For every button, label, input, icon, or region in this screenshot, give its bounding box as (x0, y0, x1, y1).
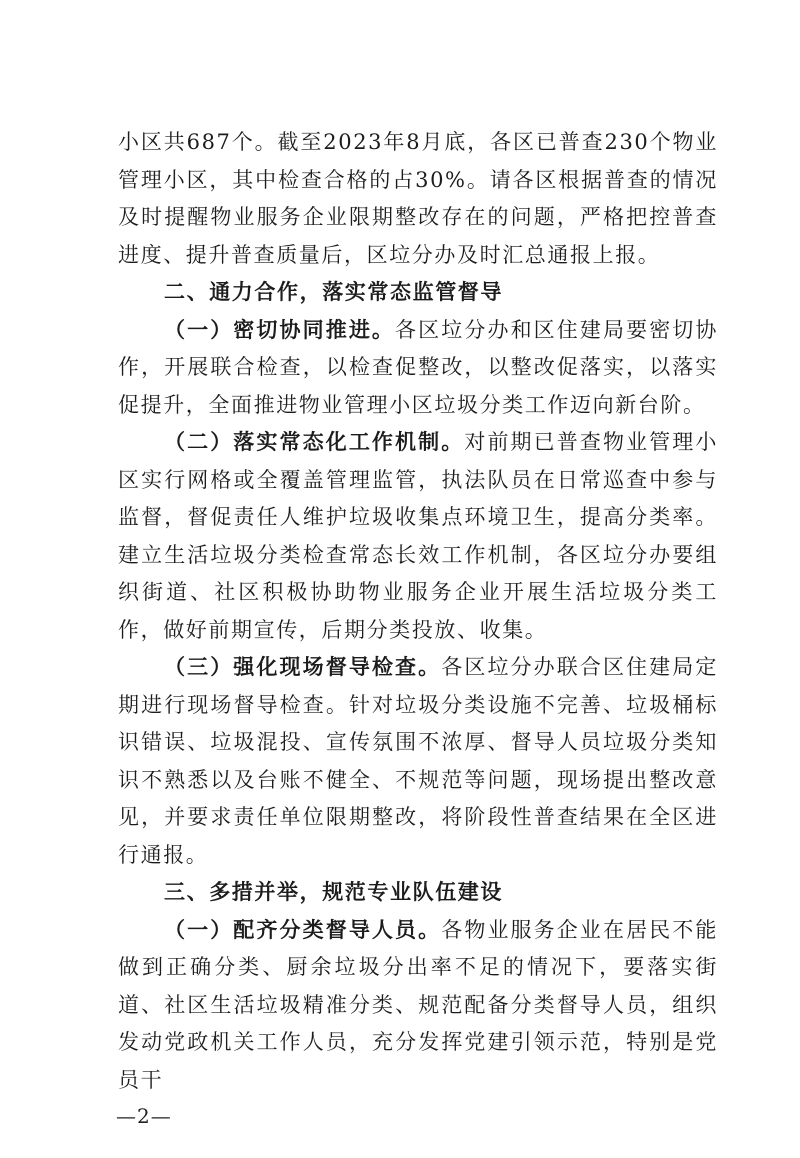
paragraph-lead: （三）强化现场督导检查。 (164, 655, 442, 679)
paragraph-coordination (118, 312, 718, 425)
paragraph-mechanism (118, 424, 718, 649)
paragraph-lead: （一）密切协同推进。 (164, 317, 396, 342)
paragraph-inspection (118, 649, 718, 874)
paragraph-text: 各区垃分办和区住建局要密切协作，开展联合检查，以检查促整改，以整改促落实，以落实促提升，全面推进物业管理小区垃圾分类工作迈向新台阶。 (118, 317, 718, 417)
paragraph-lead: （二）落实常态化工作机制。 (164, 430, 465, 454)
section-heading-3: 三、多措并举，规范专业队伍建设 (164, 880, 503, 904)
paragraph-staffing (118, 912, 718, 1100)
page-number: —2— (116, 1104, 172, 1128)
paragraph-continuation: 小区共687个。截至2023年8月底，各区已普查230个物业管理小区，其中检查合格的占30%。请各区根据普查的情况及时提醒物业服务企业限期整改存在的问题，严格把控普查进度、提升普查质量后，区垃分办及时汇总通报上报。 (118, 130, 718, 267)
paragraph-lead: （一）配齐分类督导人员。 (164, 917, 442, 942)
section-heading-2: 二、通力合作，落实常态监管督导 (164, 280, 503, 304)
paragraph-text: 各物业服务企业在居民不能做到正确分类、厨余垃圾分出率不足的情况下，要落实街道、社区生活垃圾精准分类、规范配备分类督导人员，组织发动党政机关工作人员，充分发挥党建引领示范，特别是党员干 (118, 917, 718, 1092)
paragraph-text: 对前期已普查物业管理小区实行网格或全覆盖管理监管，执法队员在日常巡查中参与监督，督促责任人维护垃圾收集点环境卫生，提高分类率。建立生活垃圾分类检查常态长效工作机制，各区垃分办要组织街道、社区积极协助物业服务企业开展生活垃圾分类工作，做好前期宣传，后期分类投放、收集。 (118, 430, 718, 642)
document-body (118, 124, 718, 1099)
paragraph-text: 各区垃分办联合区住建局定期进行现场督导检查。针对垃圾分类设施不完善、垃圾桶标识错误、垃圾混投、宣传氛围不浓厚、督导人员垃圾分类知识不熟悉以及台账不健全、不规范等问题，现场提出整改意见，并要求责任单位限期整改，将阶段性普查结果在全区进行通报。 (118, 655, 718, 867)
